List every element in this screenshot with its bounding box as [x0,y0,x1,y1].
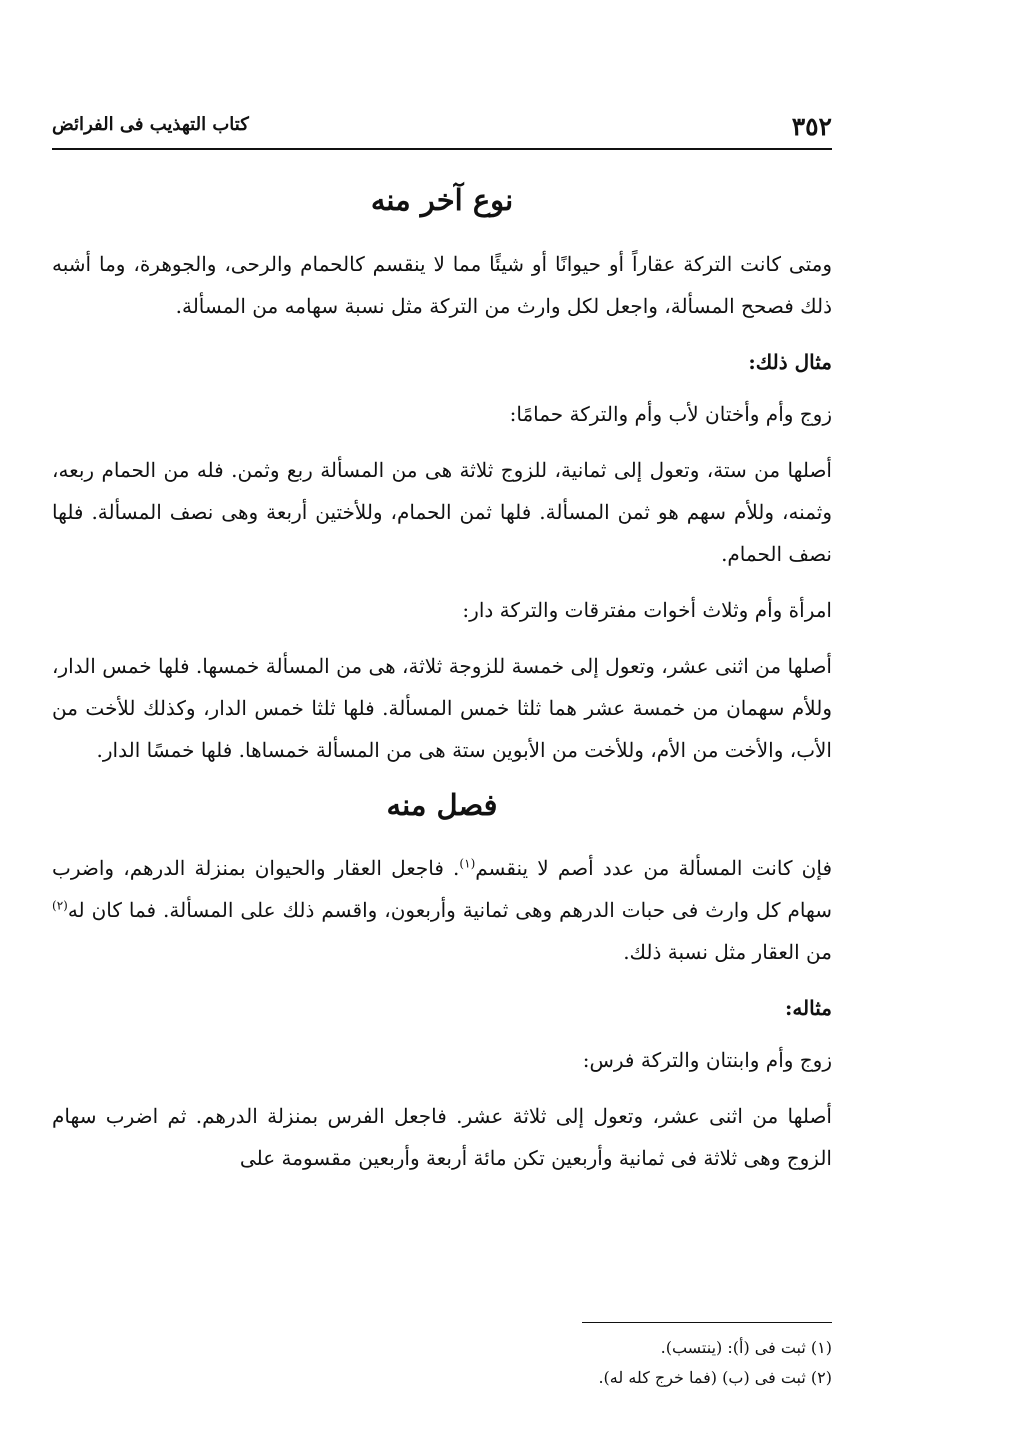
case-paragraph: أصلها من اثنى عشر، وتعول إلى خمسة للزوجة ثلاثة، هى من المسألة خمسها. فلها خمس الدار، وللأم سهمان من خمسة عشر هما ثلثا خمس المسألة. فلها ثلثا خمس الدار، وكذلك للأخت من الأب، والأخت من الأم، وللأخت من الأبوين ستة هى من المسألة خمساها. فلها خمسًا الدار. [52,653,832,762]
running-header [52,112,832,150]
footnote-marker: (١) [459,856,476,871]
section-title: نوع آخر منه [370,183,514,217]
case-heading: زوج وأم وأختان لأب وأم والتركة حمامًا: [509,401,832,426]
section-title: فصل منه [386,787,498,822]
footnote-marker: (٢) [52,898,68,913]
rule-paragraph [52,847,832,973]
intro-paragraph: ومتى كانت التركة عقاراً أو حيوانًا أو شيئًا مما لا ينقسم كالحمام والرحى، والجوهرة، وما أشبه ذلك فصحح المسألة، واجعل لكل وارث من التركة مثل نسبة سهامه من المسألة. [52,251,832,318]
footnote: (٢) ثبت فى (ب) (فما خرج كله له). [598,1368,832,1387]
rule-text: . فاجعل العقار والحيوان بمنزلة الدرهم، واضرب سهام كل وارث فى حبات الدرهم وهى ثمانية وأربعون، واقسم ذلك على المسألة. فما كان له [52,856,832,923]
case-paragraph: أصلها من ستة، وتعول إلى ثمانية، للزوج ثلاثة هى من المسألة ربع وثمن. فله من الحمام ربعه، وثمنه، وللأم سهم هو ثمن المسألة. فلها ثمن الحمام، وللأختين أربعة وهى نصف المسألة. فلها نصف الحمام. [52,457,832,566]
case-heading: زوج وأم وابنتان والتركة فرس: [582,1048,832,1073]
rule-text: فإن كانت المسألة من عدد أصم لا ينقسم [475,856,833,881]
example-label: مثاله: [784,996,832,1021]
footnote: (١) ثبت فى (أ): (ينتسب). [660,1338,832,1357]
example-label: مثال ذلك: [748,349,832,374]
footnotes [192,1322,832,1393]
page-body [52,180,832,1193]
case-heading: امرأة وأم وثلاث أخوات مفترقات والتركة دار: [462,597,832,622]
footnote-divider [582,1322,832,1323]
book-title: كتاب التهذيب فى الفرائض [52,114,249,135]
page-number: ٣٥٢ [791,112,832,141]
rule-text: من العقار مثل نسبة ذلك. [623,940,832,965]
case-paragraph: أصلها من اثنى عشر، وتعول إلى ثلاثة عشر. فاجعل الفرس بمنزلة الدرهم. ثم اضرب سهام الزوج وهى ثلاثة فى ثمانية وأربعين تكن مائة أربعة وأربعين مقسومة على [52,1104,832,1171]
